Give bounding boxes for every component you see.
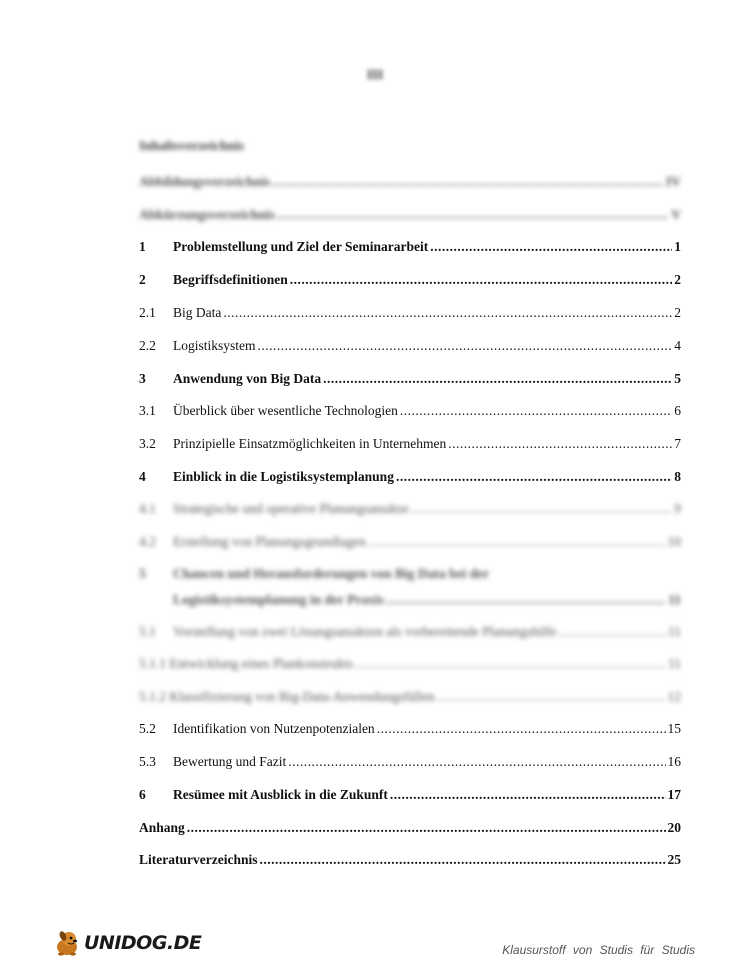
toc-leader-dots <box>559 624 666 640</box>
toc-entry-page: 2 <box>674 305 681 320</box>
toc-entry-5-1[interactable] <box>139 624 681 644</box>
toc-entry-page: 11 <box>668 624 681 639</box>
toc-entry-number: 3.2 <box>139 436 156 451</box>
toc-entry-text: Big Data <box>173 305 222 320</box>
toc-leader-dots <box>390 787 666 803</box>
toc-entry-6[interactable] <box>139 787 681 807</box>
toc-entry-5-2[interactable] <box>139 721 681 741</box>
page-number: III <box>366 68 384 83</box>
toc-entry-text: Vorstellung von zwei Lösungsansätzen als vorbereitende Planungshilfe <box>173 624 557 639</box>
toc-entry-5-1-1[interactable] <box>139 656 681 676</box>
toc-leader-dots <box>223 305 672 321</box>
toc-entry-4-2[interactable] <box>139 534 681 554</box>
toc-entry-page: 9 <box>674 501 681 516</box>
toc-entry-number: 5.2 <box>139 721 156 736</box>
toc-entry-number: 4.2 <box>139 534 156 549</box>
toc-entry-3-2[interactable] <box>139 436 681 456</box>
toc-leader-dots <box>437 689 666 705</box>
toc-entry-text: Abkürzungsverzeichnis <box>139 207 275 222</box>
toc-entry-number: 6 <box>139 787 146 802</box>
toc-leader-dots <box>355 656 666 672</box>
toc-entry-text: 5.1.2 Klassifizierung von Big-Data-Anwendungsfällen <box>139 689 435 704</box>
toc-leader-dots <box>259 852 665 868</box>
toc-entry-page: 11 <box>668 592 681 607</box>
toc-leader-dots <box>290 272 673 288</box>
toc-entry-text: Resümee mit Ausblick in die Zukunft <box>173 787 388 802</box>
toc-entry-text: 5.1.1 Entwicklung eines Plankonstrukts <box>139 656 354 671</box>
toc-leader-dots <box>288 754 665 770</box>
toc-entry-page: 4 <box>674 338 681 353</box>
toc-leader-dots <box>411 501 672 517</box>
toc-entry-text: Problemstellung und Ziel der Seminararbeit <box>173 239 429 254</box>
toc-entry-page: 10 <box>667 534 681 549</box>
toc-entry-page: 20 <box>667 820 681 835</box>
toc-title: Inhaltsverzeichnis <box>139 138 245 153</box>
toc-entry-2-1[interactable] <box>139 305 681 325</box>
toc-entry-1[interactable] <box>139 239 681 259</box>
toc-entry-abbreviations[interactable] <box>139 207 681 227</box>
toc-entry-text: Logistiksystem <box>173 338 256 353</box>
toc-leader-dots <box>430 239 672 255</box>
toc-entry-number: 5 <box>139 566 146 581</box>
toc-entry-text: Einblick in die Logistiksystemplanung <box>173 469 394 484</box>
toc-entry-text: Anwendung von Big Data <box>173 371 322 386</box>
toc-entry-number: 4.1 <box>139 501 156 516</box>
toc-entry-figures[interactable] <box>139 174 681 194</box>
toc-leader-dots <box>386 592 666 608</box>
toc-entry-appendix[interactable] <box>139 820 681 840</box>
toc-entry-2[interactable] <box>139 272 681 292</box>
toc-entry-page: IV <box>665 174 681 189</box>
toc-leader-dots <box>258 338 673 354</box>
toc-entry-number: 4 <box>139 469 146 484</box>
toc-entry-4-1[interactable] <box>139 501 681 521</box>
toc-leader-dots <box>396 469 672 485</box>
toc-entry-text: Identifikation von Nutzenpotenzialen <box>173 721 375 736</box>
toc-entry-number: 2 <box>139 272 146 287</box>
toc-entry-text: Logistiksystemplanung in der Praxis <box>173 592 384 607</box>
logo-text: UNIDOG.DE <box>84 932 202 954</box>
toc-leader-dots <box>272 174 664 190</box>
toc-entry-page: 16 <box>667 754 681 769</box>
toc-entry-5-3[interactable] <box>139 754 681 774</box>
toc-entry-text: Abbildungsverzeichnis <box>139 174 271 189</box>
toc-entry-number: 1 <box>139 239 146 254</box>
toc-entry-text: Erstellung von Planungsgrundlagen <box>173 534 366 549</box>
toc-entry-number: 5.1 <box>139 624 156 639</box>
toc-entry-2-2[interactable] <box>139 338 681 358</box>
unidog-logo[interactable] <box>52 926 201 960</box>
toc-entry-number: 2.1 <box>139 305 156 320</box>
toc-entry-page: 17 <box>667 787 681 802</box>
toc-entry-text: Literaturverzeichnis <box>139 852 258 867</box>
toc-entry-page: V <box>671 207 681 222</box>
toc-entry-3-1[interactable] <box>139 403 681 423</box>
toc-entry-page: 8 <box>674 469 681 484</box>
toc-entry-text: Prinzipielle Einsatzmöglichkeiten in Unternehmen <box>173 436 447 451</box>
toc-entry-text: Anhang <box>139 820 185 835</box>
toc-entry-number: 3 <box>139 371 146 386</box>
toc-entry-text: Überblick über wesentliche Technologien <box>173 403 398 418</box>
toc-leader-dots <box>377 721 666 737</box>
toc-entry-page: 6 <box>674 403 681 418</box>
toc-entry-page: 11 <box>668 656 681 671</box>
toc-entry-5-continued[interactable] <box>139 592 681 612</box>
toc-entry-text: Bewertung und Fazit <box>173 754 287 769</box>
toc-leader-dots <box>323 371 672 387</box>
toc-entry-number: 2.2 <box>139 338 156 353</box>
toc-entry-number: 5.3 <box>139 754 156 769</box>
toc-entry-page: 2 <box>674 272 681 287</box>
toc-entry-5[interactable] <box>139 566 681 586</box>
toc-leader-dots <box>368 534 666 550</box>
toc-leader-dots <box>277 207 669 223</box>
toc-entry-page: 15 <box>667 721 681 736</box>
toc-entry-text: Chancen und Herausforderungen von Big Data bei der <box>173 566 490 581</box>
toc-entry-3[interactable] <box>139 371 681 391</box>
toc-entry-text: Begriffsdefinitionen <box>173 272 288 287</box>
toc-entry-text: Strategische und operative Planungsansätze <box>173 501 409 516</box>
footer-slogan: Klausurstoff von Studis für Studis <box>502 943 695 957</box>
toc-entry-page: 25 <box>667 852 681 867</box>
toc-entry-4[interactable] <box>139 469 681 489</box>
toc-entry-page: 12 <box>667 689 681 704</box>
dog-mascot-icon <box>52 928 82 958</box>
toc-entry-bibliography[interactable] <box>139 852 681 872</box>
toc-entry-page: 7 <box>674 436 681 451</box>
toc-entry-page: 5 <box>674 371 681 386</box>
toc-leader-dots <box>400 403 672 419</box>
toc-entry-5-1-2[interactable] <box>139 689 681 709</box>
toc-leader-dots <box>187 820 666 836</box>
toc-leader-dots <box>448 436 672 452</box>
toc-entry-page: 1 <box>674 239 681 254</box>
toc-entry-number: 3.1 <box>139 403 156 418</box>
